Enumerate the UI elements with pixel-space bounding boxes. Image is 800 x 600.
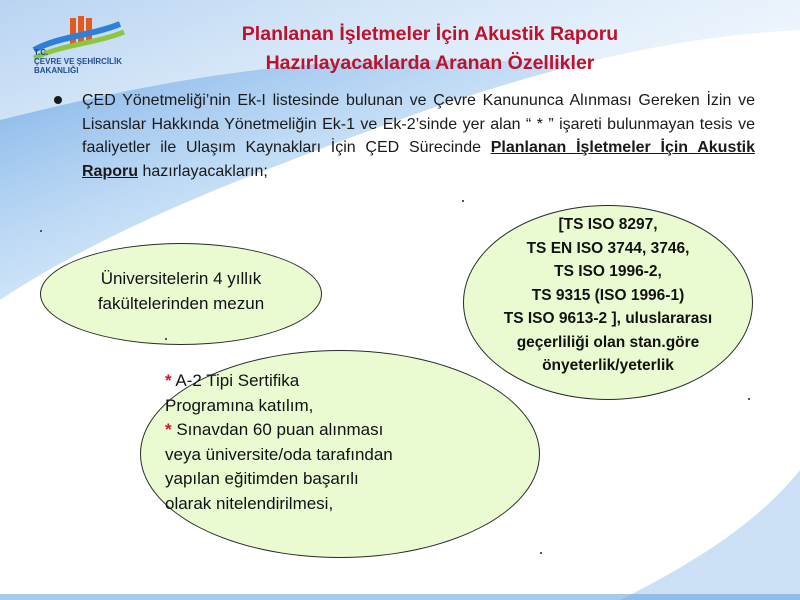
- dot-mark: [748, 398, 750, 400]
- standards-line-1: [TS ISO 8297,: [558, 216, 658, 233]
- bullet-paragraph: [58, 89, 755, 183]
- university-requirement-text: [40, 266, 322, 316]
- logo-text: [34, 48, 122, 75]
- dot-mark: [462, 200, 464, 202]
- certification-item-1-line-2: Programına katılım,: [165, 395, 314, 415]
- certification-item-2-line-2: veya üniversite/oda tarafından: [165, 444, 393, 464]
- standards-line-2: TS EN ISO 3744, 3746,: [526, 239, 690, 257]
- star-marker-2: *: [165, 420, 172, 439]
- standards-text: [463, 213, 753, 378]
- standards-line-6: geçerliliği olan stan.göre: [516, 333, 700, 351]
- bullet-dot-icon: [54, 96, 62, 104]
- bullet-text-after: hazırlayacakların;: [138, 162, 268, 180]
- certification-item-2-line-4: olarak nitelendirilmesi,: [165, 493, 334, 513]
- logo-line-3: BAKANLIĞI: [34, 66, 79, 75]
- standards-line-7: önyeterlik/yeterlik: [542, 357, 674, 374]
- title-line-2: Hazırlayacaklarda Aranan Özellikler: [265, 52, 595, 74]
- star-marker-1: *: [165, 371, 172, 390]
- bullet-emphasis: Planlanan İşletmeler İçin Akustik Raporu: [82, 139, 756, 180]
- standards-line-5: TS ISO 9613-2 ], uluslararası: [503, 310, 713, 327]
- logo-line-2: ÇEVRE VE ŞEHİRCİLİK: [34, 57, 123, 66]
- standards-line-4: TS 9315 (ISO 1996-1): [531, 286, 685, 304]
- university-line-2: fakültelerinden mezun: [97, 294, 265, 313]
- logo-line-1: T.C.: [34, 48, 49, 57]
- standards-line-3: TS ISO 1996-2,: [554, 263, 662, 280]
- bullet-text-before: ÇED Yönetmeliği’nin Ek-I listesinde bulunan ve Çevre Kanununca Alınması Gereken İzin ve Lisanslar Hakkında Yönetmeliğin Ek-1 ve Ek-2’sinde yer alan “ * ” işareti bulunmayan tesis ve faaliyetler ile Ulaşım Kaynakları İçin ÇED Sürecinde: [82, 92, 755, 156]
- bullet-text: [82, 89, 755, 183]
- certification-item-1: [165, 369, 525, 394]
- certification-item-2: [165, 418, 525, 443]
- certification-item-2-line-3: yapılan eğitimden başarılı: [165, 469, 359, 488]
- certification-text: [165, 369, 525, 516]
- dot-mark: [540, 552, 542, 554]
- university-line-1: Üniversitelerin 4 yıllık: [100, 269, 262, 288]
- certification-item-2-line-1: Sınavdan 60 puan alınması: [171, 420, 384, 439]
- slide-title: [150, 20, 710, 78]
- title-line-1: Planlanan İşletmeler İçin Akustik Raporu: [241, 23, 619, 45]
- certification-item-1-line-1: A-2 Tipi Sertifika: [171, 371, 300, 390]
- dot-mark: [40, 230, 42, 232]
- dot-mark: [165, 338, 167, 340]
